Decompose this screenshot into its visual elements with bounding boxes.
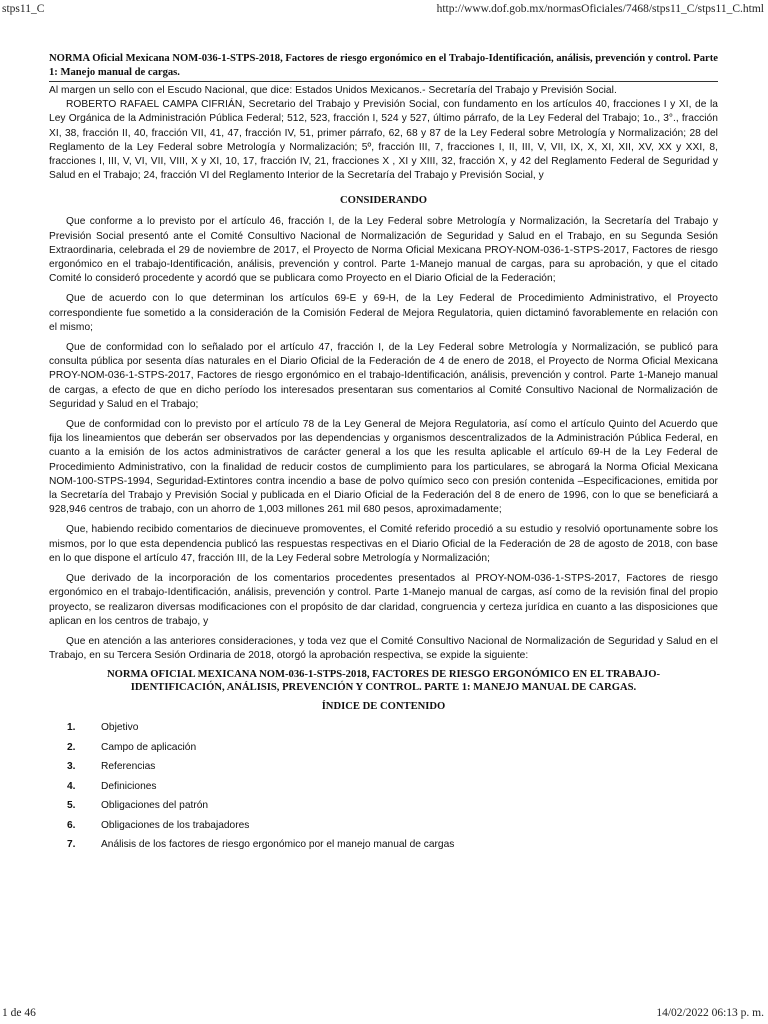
table-of-contents — [49, 721, 718, 858]
toc-label: Objetivo — [101, 722, 139, 734]
considerando-paragraph: Que derivado de la incorporación de los comentarios procedentes presentados al PROY-NOM-036-1-STPS-2017, Factores de riesgo ergonómico en el trabajo-Identificación, análisis, prevención y control. Parte 1-Manejo manual de cargas, así como de la revisión final del propio proyecto, se realizaron diversas modificaciones con el propósito de dar claridad, congruencia y certeza jurídica en cuanto a las disposiciones que aplican en los centros de trabajo, y — [49, 573, 718, 627]
considerando-paragraph: Que de conformidad con lo previsto por el artículo 78 de la Ley General de Mejora Regulatoria, así como el artículo Quinto del Acuerdo que fija los lineamientos que deberán ser observados por las dependencias y organismos descentralizados de la Administración Pública Federal, en cuanto a la emisión de los actos administrativos de carácter general a los que les resulta aplicable el artículo 69-H de la Ley Federal de Procedimiento Administrativo, con la finalidad de reducir costos de cumplimiento para los particulares, se abrogará la Norma Oficial Mexicana NOM-100-STPS-1994, Seguridad-Extintores contra incendio a base de polvo químico seco con presión contenida –Especificaciones, emitida por la Secretaría del Trabajo y Previsión Social y publicada en el Diario Oficial de la Federación del 8 de enero de 1996, con lo que se beneficiará a 928,946 centros de trabajo, con un ahorro de 1,003 millones 261 mil 680 pesos, aproximadamente; — [49, 419, 718, 516]
considerando-paragraph: Que en atención a las anteriores consideraciones, y toda vez que el Comité Consultivo Nacional de Normalización de Seguridad y Salud en el Trabajo, en su Tercera Sesión Ordinaria de 2018, otorgó la aprobación respectiva, se expide la siguiente: — [49, 635, 718, 662]
toc-number: 4. — [67, 780, 76, 792]
document-title: NORMA Oficial Mexicana NOM-036-1-STPS-2018, Factores de riesgo ergonómico en el Trabajo-Identificación, análisis, prevención y control. Parte 1: Manejo manual de cargas. — [49, 53, 718, 78]
toc-label: Campo de aplicación — [101, 741, 197, 753]
toc-label: Definiciones — [101, 780, 157, 792]
toc-number: 5. — [67, 800, 76, 812]
toc-item — [49, 838, 718, 858]
toc-label: Análisis de los factores de riesgo ergonómico por el manejo manual de cargas — [101, 839, 455, 851]
print-footer — [0, 1007, 768, 1023]
document-body — [49, 52, 718, 858]
considerando-paragraph: Que de conformidad con lo señalado por el artículo 47, fracción I, de la Ley Federal sobre Metrología y Normalización, se publicó para consulta pública por sesenta días naturales en el Diario Oficial de la Federación de 4 de enero de 2018, el Proyecto de Norma Oficial Mexicana PROY-NOM-036-1-STPS-2017, Factores de riesgo ergonómico en el trabajo-Identificación, análisis, prevención y control. Parte 1-Manejo manual de cargas, a efecto de que en dicho período los interesados presentaran sus comentarios al Comité Consultivo Nacional de Normalización de Seguridad y Salud en el Trabajo; — [49, 342, 718, 410]
norma-heading: NORMA OFICIAL MEXICANA NOM-036-1-STPS-2018, FACTORES DE RIESGO ERGONÓMICO EN EL TRABAJO-IDENTIFICACIÓN, ANÁLISIS, PREVENCIÓN Y CONTROL. PARTE 1: MANEJO MANUAL DE CARGAS. — [107, 669, 660, 694]
title-divider — [49, 81, 718, 82]
seal-paragraph: Al margen un sello con el Escudo Nacional, que dice: Estados Unidos Mexicanos.- Secretaría del Trabajo y Previsión Social. — [49, 85, 617, 96]
print-datetime: 14/02/2022 06:13 p. m. — [656, 1007, 764, 1019]
toc-number: 2. — [67, 741, 76, 753]
toc-item — [49, 780, 718, 800]
toc-item — [49, 819, 718, 839]
indice-heading: ÍNDICE DE CONTENIDO — [321, 701, 446, 713]
toc-item — [49, 721, 718, 741]
page-url[interactable]: http://www.dof.gob.mx/normasOficiales/7468/stps11_C/stps11_C.html — [436, 3, 764, 15]
page-id: stps11_C — [2, 3, 45, 15]
toc-number: 6. — [67, 819, 76, 831]
toc-number: 7. — [67, 839, 76, 851]
toc-item — [49, 760, 718, 780]
considerando-paragraph: Que conforme a lo previsto por el artículo 46, fracción I, de la Ley Federal sobre Metrología y Normalización, la Secretaría del Trabajo y Previsión Social presentó ante el Comité Consultivo Nacional de Normalización de Seguridad y Salud en el Trabajo, en su Segunda Sesión Extraordinaria, celebrada el 29 de noviembre de 2017, el Proyecto de Norma Oficial Mexicana PROY-NOM-036-1-STPS-2017, Factores de riesgo ergonómico en el trabajo-Identificación, análisis, prevención y control. Parte 1-Manejo manual de cargas, para su aprobación, y que el citado Comité lo consideró procedente y acordó que se publicara como Proyecto en el Diario Oficial de la Federación; — [49, 216, 718, 285]
toc-item — [49, 741, 718, 761]
considerando-paragraph: Que de acuerdo con lo que determinan los artículos 69-E y 69-H, de la Ley Federal de Procedimiento Administrativo, el Proyecto correspondiente fue sometido a la consideración de la Comisión Federal de Mejora Regulatoria, quien dictaminó favorablemente en relación con el mismo; — [49, 293, 718, 333]
toc-label: Referencias — [101, 761, 156, 773]
print-header — [0, 3, 768, 19]
considerando-heading: CONSIDERANDO — [339, 195, 428, 207]
toc-number: 3. — [67, 761, 76, 773]
toc-label: Obligaciones del patrón — [101, 800, 209, 812]
toc-item — [49, 799, 718, 819]
intro-paragraph: ROBERTO RAFAEL CAMPA CIFRIÁN, Secretario del Trabajo y Previsión Social, con fundamento en los artículos 40, fracciones I y XI, de la Ley Orgánica de la Administración Pública Federal; 512, 523, fracción I, 524 y 527, último párrafo, de la Ley Federal del Trabajo; 1o., 3°., fracción XI, 38, fracción II, 40, fracción VII, 41, 47, fracción IV, 51, primer párrafo, 62, 68 y 87 de la Ley Federal sobre Metrología y Normalización; 28 del Reglamento de la Ley Federal sobre Metrología y Normalización; 5º, fracción III, 7, fracciones I, II, III, V, VII, IX, X, XI, XII, XV, XX y XXI, 8, fracciones I, III, V, VI, VII, VIII, X y XI, 10, 17, fracción IV, 21, fracciones X , XI y XIII, 32, fracción X, y 42 del Reglamento Federal de Seguridad y Salud en el Trabajo; 24, fracción VI del Reglamento Interior de la Secretaría del Trabajo y Previsión Social, y — [49, 99, 718, 182]
toc-label: Obligaciones de los trabajadores — [101, 819, 250, 831]
toc-number: 1. — [67, 722, 76, 734]
page-counter: 1 de 46 — [2, 1007, 36, 1019]
considerando-paragraph: Que, habiendo recibido comentarios de diecinueve promoventes, el Comité referido procedió a su estudio y resolvió oportunamente sobre los mismos, por lo que esta dependencia publicó las respuestas respectivas en el Diario Oficial de la Federación de 28 de agosto de 2018, con base en lo que dispone el artículo 47, fracción III, de la Ley Federal sobre Metrología y Normalización; — [49, 524, 718, 564]
